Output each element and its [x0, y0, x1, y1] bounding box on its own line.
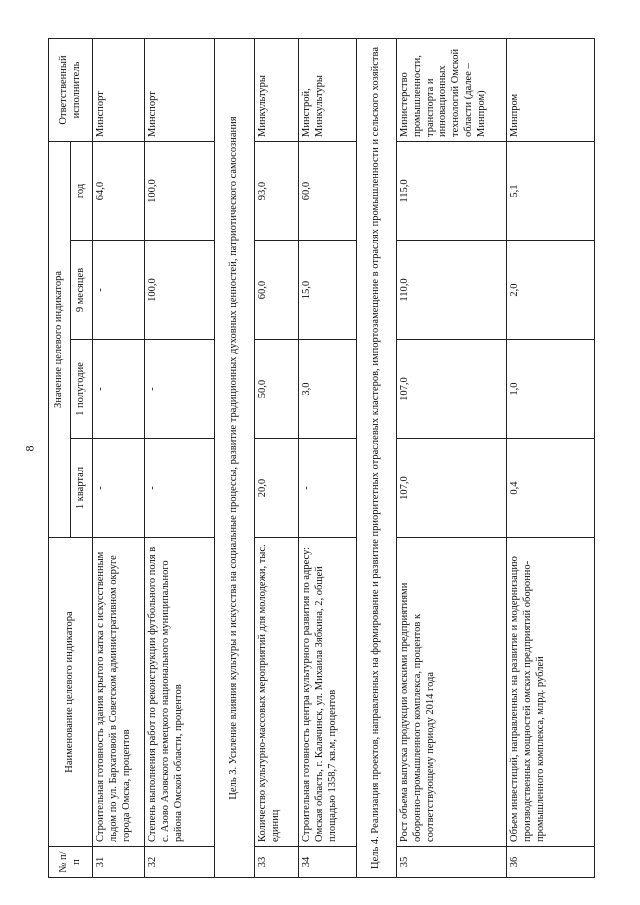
row-num: 34: [299, 847, 357, 878]
page-number: 8: [22, 445, 37, 452]
row-h1: 50,0: [255, 340, 299, 439]
row-year: 115,0: [397, 142, 507, 241]
table-row: [145, 39, 215, 878]
table-row: [507, 39, 595, 878]
row-responsible: Минпром: [507, 39, 595, 142]
goal-text: Цель 3. Усиление влияния культуры и искусства на социальные процессы, развитие традиционных духовных ценностей, патриотического самосознания: [215, 39, 255, 878]
row-name: Объем инвестиций, направленных на развитие и модернизацию производственных мощностей омских предприятий оборонно-промышленного комплекса, млрд. рублей: [507, 538, 595, 847]
row-name: Степень выполнения работ по реконструкции футбольного поля в с. Азово Азовского немецкого национального муниципального района Омской области, процентов: [145, 538, 215, 847]
row-num: 32: [145, 847, 215, 878]
row-responsible: Минспорт: [93, 39, 145, 142]
row-q1: 0,4: [507, 439, 595, 538]
header-value-group: Значение целевого индикатора: [49, 142, 71, 538]
rotated-sheet: [48, 38, 640, 878]
table-row: [299, 39, 357, 878]
table-row: [255, 39, 299, 878]
row-year: 60,0: [299, 142, 357, 241]
goal-row: [357, 39, 397, 878]
row-responsible: Минстрой, Минкультуры: [299, 39, 357, 142]
table-row: [93, 39, 145, 878]
header-responsible: Ответственный исполнитель: [49, 39, 93, 142]
row-name: Строительная готовность центра культурного развития по адресу: Омская область, г. Калачинск, ул. Михаила Зябкина, 2, общей площадью 1358,7 кв.м, процентов: [299, 538, 357, 847]
row-responsible: Минспорт: [145, 39, 215, 142]
row-q1: -: [299, 439, 357, 538]
row-q1: -: [93, 439, 145, 538]
row-m9: 60,0: [255, 241, 299, 340]
row-h1: 3,0: [299, 340, 357, 439]
header-year: год: [71, 142, 93, 241]
header-h1: 1 полугодие: [71, 340, 93, 439]
table-row: [397, 39, 507, 878]
row-year: 64,0: [93, 142, 145, 241]
header-num: № п/п: [49, 847, 93, 878]
row-num: 35: [397, 847, 507, 878]
row-m9: -: [93, 241, 145, 340]
row-h1: 107,0: [397, 340, 507, 439]
row-h1: 1,0: [507, 340, 595, 439]
indicator-table: [48, 38, 595, 878]
row-h1: -: [145, 340, 215, 439]
goal-row: [215, 39, 255, 878]
header-name: Наименование целевого индикатора: [49, 538, 93, 847]
header-m9: 9 месяцев: [71, 241, 93, 340]
row-responsible: Министерство промышленности, транспорта и инновационных технологий Омской области (далее – Минпром): [397, 39, 507, 142]
row-m9: 100,0: [145, 241, 215, 340]
row-q1: 20,0: [255, 439, 299, 538]
row-m9: 2,0: [507, 241, 595, 340]
row-num: 31: [93, 847, 145, 878]
row-q1: 107,0: [397, 439, 507, 538]
row-year: 93,0: [255, 142, 299, 241]
row-q1: -: [145, 439, 215, 538]
row-num: 33: [255, 847, 299, 878]
row-year: 5,1: [507, 142, 595, 241]
row-m9: 110,0: [397, 241, 507, 340]
header-q1: 1 квартал: [71, 439, 93, 538]
goal-text: Цель 4. Реализация проектов, направленных на формирование и развитие приоритетных отраслевых кластеров, импортозамещение в отраслях промышленности и сельского хозяйства: [357, 39, 397, 878]
row-num: 36: [507, 847, 595, 878]
row-year: 100,0: [145, 142, 215, 241]
row-responsible: Минкультуры: [255, 39, 299, 142]
row-name: Строительная готовность здания крытого катка с искусственным льдом по ул. Бархатовой в Советском административном округе города Омска, процентов: [93, 538, 145, 847]
row-name: Количество культурно-массовых мероприятий для молодежи, тыс. единиц: [255, 538, 299, 847]
row-h1: -: [93, 340, 145, 439]
row-name: Рост объема выпуска продукции омскими предприятиями оборонно-промышленного комплекса, процентов к соответствующему периоду 2014 года: [397, 538, 507, 847]
row-m9: 15,0: [299, 241, 357, 340]
